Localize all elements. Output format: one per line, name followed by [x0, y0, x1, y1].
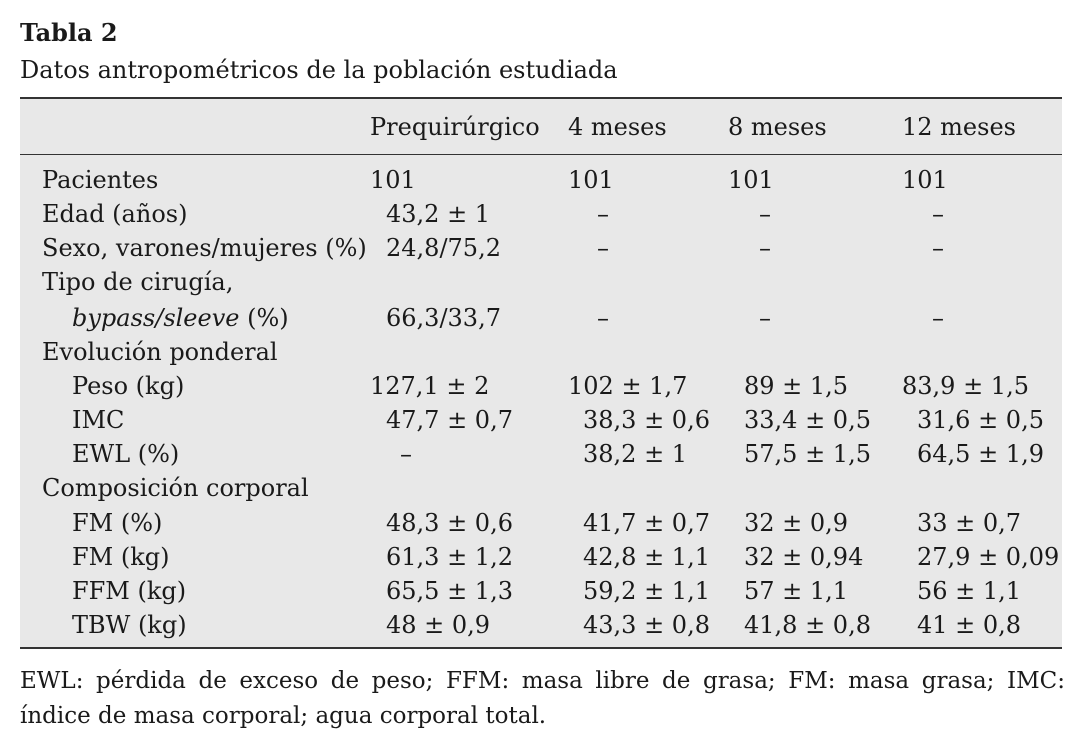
- cell-8-meses: –: [759, 234, 771, 262]
- cell-12-meses: –: [932, 304, 944, 332]
- cell-prequirurgico: 24,8/75,2: [386, 234, 501, 262]
- table-row-fm-pct: [20, 506, 1062, 540]
- table-row-imc: [20, 403, 1062, 437]
- row-label: TBW (kg): [72, 611, 187, 639]
- table-row-evolucion-title: [20, 335, 1062, 369]
- cell-prequirurgico: 48 ± 0,9: [386, 611, 491, 639]
- cell-8-meses: 57,5 ± 1,5: [744, 440, 871, 468]
- table-row-fm-kg: [20, 540, 1062, 574]
- row-label: Tipo de cirugía,: [42, 268, 234, 296]
- cell-4-meses: 38,2 ± 1: [583, 440, 688, 468]
- cell-prequirurgico: 127,1 ± 2: [370, 372, 490, 400]
- table-row-cirugia: [20, 301, 1062, 335]
- cell-12-meses: 41 ± 0,8: [917, 611, 1022, 639]
- cell-4-meses: 41,7 ± 0,7: [583, 509, 710, 537]
- cell-4-meses: 42,8 ± 1,1: [583, 543, 710, 571]
- cell-12-meses: 27,9 ± 0,09: [917, 543, 1060, 571]
- table-row-pacientes: [20, 163, 1062, 197]
- table-row-peso: [20, 369, 1062, 403]
- header-divider: [20, 154, 1062, 155]
- table-row-edad: [20, 197, 1062, 231]
- cell-prequirurgico: –: [400, 440, 412, 468]
- cell-4-meses: 59,2 ± 1,1: [583, 577, 710, 605]
- row-label: FM (kg): [72, 543, 170, 571]
- cell-4-meses: 102 ± 1,7: [568, 372, 688, 400]
- cell-12-meses: 31,6 ± 0,5: [917, 406, 1044, 434]
- row-label-italic: bypass/sleeve: [72, 304, 240, 332]
- table-row-tbw: [20, 608, 1062, 642]
- cell-4-meses: –: [597, 234, 609, 262]
- cell-8-meses: 57 ± 1,1: [744, 577, 849, 605]
- cell-prequirurgico: 66,3/33,7: [386, 304, 501, 332]
- row-label: EWL (%): [72, 440, 180, 468]
- header-12-meses: 12 meses: [902, 113, 1016, 141]
- table-row-ffm: [20, 574, 1062, 608]
- cell-4-meses: 101: [568, 166, 614, 194]
- data-table: [20, 97, 1062, 649]
- cell-4-meses: –: [597, 200, 609, 228]
- row-label-unit: (%): [239, 304, 289, 332]
- row-label: Evolución ponderal: [42, 338, 278, 366]
- table-row-composicion-title: [20, 471, 1062, 505]
- row-label: IMC: [72, 406, 125, 434]
- cell-8-meses: 32 ± 0,94: [744, 543, 864, 571]
- row-label: [72, 301, 289, 335]
- cell-8-meses: 41,8 ± 0,8: [744, 611, 871, 639]
- table-row-sexo: [20, 231, 1062, 265]
- cell-12-meses: 33 ± 0,7: [917, 509, 1022, 537]
- cell-12-meses: –: [932, 234, 944, 262]
- cell-8-meses: 101: [728, 166, 774, 194]
- cell-prequirurgico: 101: [370, 166, 416, 194]
- cell-4-meses: –: [597, 304, 609, 332]
- row-label: Pacientes: [42, 166, 159, 194]
- cell-12-meses: –: [932, 200, 944, 228]
- table-caption: Datos antropométricos de la población estudiada: [20, 56, 618, 84]
- cell-12-meses: 56 ± 1,1: [917, 577, 1022, 605]
- cell-12-meses: 101: [902, 166, 948, 194]
- row-label: Composición corporal: [42, 474, 309, 502]
- cell-prequirurgico: 48,3 ± 0,6: [386, 509, 513, 537]
- header-4-meses: 4 meses: [568, 113, 667, 141]
- row-label: FFM (kg): [72, 577, 187, 605]
- cell-8-meses: 89 ± 1,5: [744, 372, 849, 400]
- cell-8-meses: 33,4 ± 0,5: [744, 406, 871, 434]
- cell-12-meses: 83,9 ± 1,5: [902, 372, 1029, 400]
- cell-prequirurgico: 65,5 ± 1,3: [386, 577, 513, 605]
- table-title: Tabla 2: [20, 18, 118, 47]
- cell-4-meses: 38,3 ± 0,6: [583, 406, 710, 434]
- cell-prequirurgico: 61,3 ± 1,2: [386, 543, 513, 571]
- row-label: Peso (kg): [72, 372, 185, 400]
- row-label: Edad (años): [42, 200, 188, 228]
- row-label: Sexo, varones/mujeres (%): [42, 234, 367, 262]
- cell-8-meses: –: [759, 200, 771, 228]
- header-8-meses: 8 meses: [728, 113, 827, 141]
- cell-4-meses: 43,3 ± 0,8: [583, 611, 710, 639]
- cell-8-meses: 32 ± 0,9: [744, 509, 849, 537]
- header-prequirurgico: Prequirúrgico: [370, 113, 540, 141]
- table-row-ewl: [20, 437, 1062, 471]
- row-label: FM (%): [72, 509, 163, 537]
- table-row-cirugia-title: [20, 265, 1062, 299]
- cell-12-meses: 64,5 ± 1,9: [917, 440, 1044, 468]
- cell-prequirurgico: 47,7 ± 0,7: [386, 406, 513, 434]
- table-footnote: EWL: pérdida de exceso de peso; FFM: masa libre de grasa; FM: masa grasa; IMC: índice de masa corporal; agua corporal total.: [20, 668, 1065, 729]
- cell-8-meses: –: [759, 304, 771, 332]
- cell-prequirurgico: 43,2 ± 1: [386, 200, 491, 228]
